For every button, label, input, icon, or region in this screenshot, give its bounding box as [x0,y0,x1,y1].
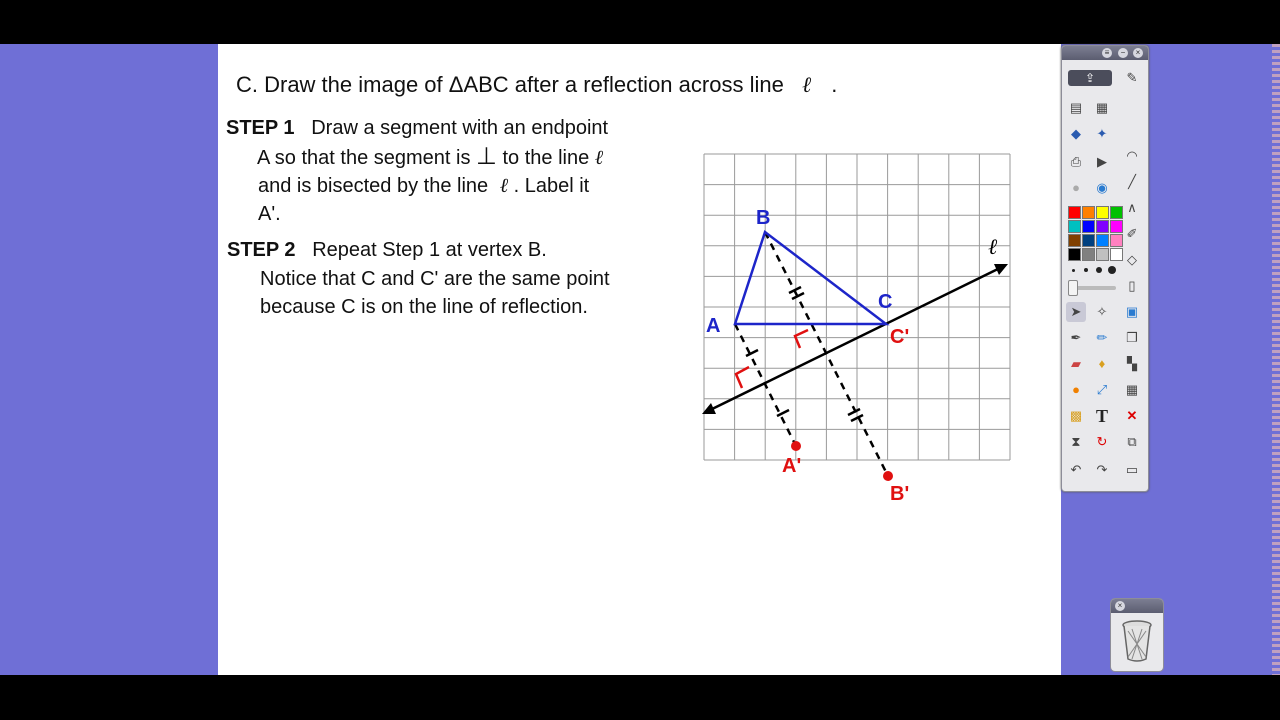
tools-icon[interactable]: ✦ [1096,126,1108,141]
undo-icon[interactable]: ↶ [1070,462,1082,477]
line-symbol: ℓ [594,145,604,169]
copy-page-icon[interactable]: ❐ [1126,330,1138,345]
step1-line4 [258,200,281,228]
step2-line1 [227,236,547,264]
flipchart-icon[interactable]: ◆ [1071,126,1081,141]
shapes-icon[interactable]: ● [1072,382,1080,397]
color-swatch[interactable] [1110,220,1123,233]
color-swatch[interactable] [1110,248,1123,261]
color-swatch[interactable] [1082,220,1095,233]
label-c: C [878,291,893,313]
lesson-title-text: C. Draw the image of ΔABC after a reflection across line [236,72,784,97]
ruler-icon[interactable]: ╱ [1128,174,1136,189]
step2-text-line2: Notice that C and C' are the same point [260,268,610,290]
step2-line2 [260,265,610,293]
step1-text-line3-post: . Label it [513,175,590,197]
coordinate-grid [704,154,1010,460]
camera-icon[interactable]: ▣ [1125,304,1139,319]
share-icon: ⇪ [1084,71,1096,85]
label-c-prime: C' [890,326,910,348]
step1-line2 [257,143,603,172]
step1-text-line4: A'. [258,203,281,225]
label-a: A [706,315,721,337]
resource-library-icon[interactable]: ▦ [1095,100,1109,115]
eraser-icon[interactable]: ▰ [1071,356,1081,371]
line-label: ℓ [988,235,998,260]
page-icon[interactable]: ▯ [1128,278,1136,293]
step1-text-line1: Draw a segment with an endpoint [311,117,609,139]
delete-icon[interactable]: ✕ [1126,408,1138,423]
page-sorter-icon[interactable]: ▤ [1069,100,1083,115]
tick-mark-b1b [792,293,804,299]
clapperboard-icon[interactable]: ▩ [1069,408,1083,423]
lesson-title-period: . [831,72,838,97]
step1-text-line2-post: to the line [502,147,590,169]
label-b-prime: B' [890,483,910,505]
connector-icon[interactable]: ⤢ [1096,382,1108,397]
redo-icon[interactable]: ↷ [1096,462,1108,477]
step1-line3 [258,171,589,200]
brush-size-xlarge[interactable] [1108,266,1116,274]
brush-size-small[interactable] [1072,269,1075,272]
protractor-icon[interactable]: ◠ [1126,148,1138,163]
color-swatch[interactable] [1068,234,1081,247]
pen-icon[interactable]: ✒ [1070,330,1082,345]
desktop-edge-stripe [1272,44,1280,675]
perpendicular-symbol: ⊥ [476,143,497,170]
label-b: B [756,207,771,229]
pen-settings-icon[interactable]: ✎ [1126,70,1138,85]
color-swatch[interactable] [1110,206,1123,219]
print-icon[interactable]: ⎙ [1070,154,1082,169]
toolbox-close-icon[interactable]: × [1133,48,1143,58]
grid-icon[interactable]: ▦ [1125,382,1139,397]
highlighter-pen-icon[interactable]: ✏ [1096,330,1108,345]
shape-tool-icon[interactable]: ◇ [1127,252,1137,267]
hourglass-icon[interactable]: ⧗ [1071,434,1081,449]
color-swatch[interactable] [1096,220,1109,233]
globe-icon[interactable]: ◉ [1096,180,1108,195]
color-swatch[interactable] [1082,206,1095,219]
share-button[interactable] [1068,70,1112,86]
trash-widget[interactable] [1110,598,1164,672]
select-cursor-icon[interactable]: ➤ [1066,302,1086,322]
step2-label: STEP 2 [227,239,296,261]
whiteboard-page[interactable] [218,44,1061,675]
trash-close-icon[interactable]: × [1115,601,1125,611]
color-swatch[interactable] [1082,248,1095,261]
text-tool-icon[interactable]: T [1095,406,1108,426]
right-angle-mark-b [795,330,808,348]
next-page-icon[interactable]: ▶ [1097,154,1107,169]
line-symbol: ℓ [499,173,509,197]
toolbox-menu-icon[interactable]: ≡ [1102,48,1112,58]
step2-line3 [260,293,588,321]
brush-size-slider-handle[interactable] [1068,280,1078,296]
dual-screen-icon[interactable]: ⧉ [1127,434,1137,449]
step1-line1 [226,114,608,142]
label-a-prime: A' [782,455,802,477]
right-angle-mark-a [736,367,749,388]
point-b-prime [883,471,893,481]
point-a-prime [791,441,801,451]
magic-wand-icon[interactable]: ✧ [1096,304,1108,319]
trash-titlebar[interactable] [1111,599,1163,613]
toolbox-minimize-icon[interactable]: − [1118,48,1128,58]
brush-size-large[interactable] [1096,267,1102,273]
clipboard-icon[interactable]: ▭ [1125,462,1139,477]
step1-label: STEP 1 [226,117,295,139]
reflection-diagram [702,150,1032,505]
toolbox-panel[interactable] [1061,45,1149,492]
step2-text-line1: Repeat Step 1 at vertex B. [312,239,547,261]
step1-text-line3-pre: and is bisected by the line [258,175,489,197]
line-symbol: ℓ [801,73,812,98]
trash-can-icon[interactable] [1119,619,1155,663]
color-swatch[interactable] [1068,220,1081,233]
reset-icon[interactable]: ↻ [1096,434,1108,449]
line-of-reflection [706,266,1004,412]
color-swatch[interactable] [1096,248,1109,261]
brush-size-medium[interactable] [1084,268,1088,272]
play-icon[interactable]: ● [1072,180,1080,195]
step1-text-line2-pre: A so that the segment is [257,147,471,169]
fill-bucket-icon[interactable]: ♦ [1098,356,1106,371]
highlighter-icon[interactable]: ✐ [1126,226,1138,241]
color-swatch[interactable] [1096,234,1109,247]
clear-icon[interactable]: ▚ [1127,356,1137,371]
color-swatch[interactable] [1068,206,1081,219]
color-swatch[interactable] [1082,234,1095,247]
toolbox-titlebar[interactable] [1062,46,1148,60]
color-swatch[interactable] [1068,248,1081,261]
color-swatch[interactable] [1096,206,1109,219]
compass-icon[interactable]: ∧ [1127,200,1137,215]
step2-text-line3: because C is on the line of reflection. [260,296,588,318]
lesson-title [236,72,837,98]
color-swatch[interactable] [1110,234,1123,247]
